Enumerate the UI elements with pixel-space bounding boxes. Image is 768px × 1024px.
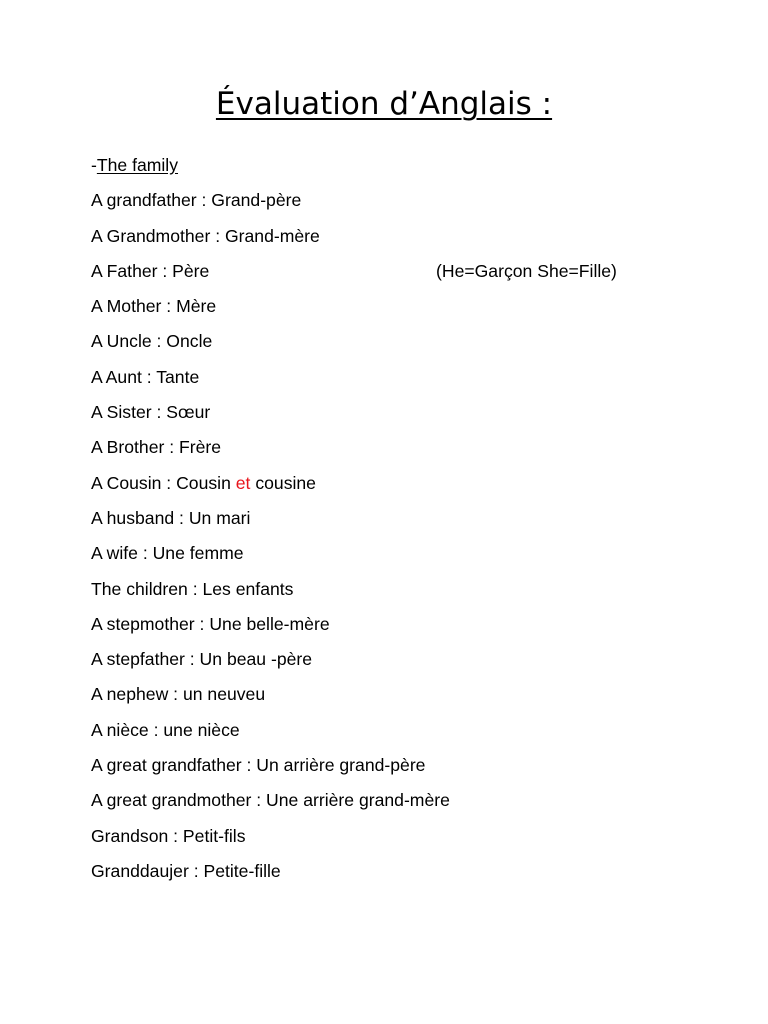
list-item bbox=[91, 541, 711, 576]
entry-text: A Father : Père bbox=[91, 260, 210, 281]
entry-text-before: A Cousin : Cousin bbox=[91, 472, 236, 493]
entry-text: A Sister : Sœur bbox=[91, 402, 211, 423]
entry-text: A Uncle : Oncle bbox=[91, 331, 213, 352]
entry-text: Granddaujer : Petite-fille bbox=[91, 860, 281, 881]
entry-text-after: cousine bbox=[250, 472, 316, 493]
list-item bbox=[91, 471, 711, 506]
entry-text: The children : Les enfants bbox=[91, 578, 294, 599]
list-item bbox=[91, 365, 711, 400]
page-title-text: Évaluation d’Anglais : bbox=[215, 86, 553, 122]
entry-text: A nephew : un neuveu bbox=[91, 684, 266, 705]
entry-text: Grandson : Petit-fils bbox=[91, 825, 246, 846]
entry-text: A great grandmother : Une arrière grand-mère bbox=[91, 790, 450, 811]
list-item bbox=[91, 188, 711, 223]
highlighted-word: et bbox=[235, 472, 251, 493]
list-item bbox=[91, 718, 711, 753]
entry-text: A nièce : une nièce bbox=[91, 719, 240, 740]
vocabulary-list bbox=[91, 153, 711, 894]
list-item bbox=[91, 435, 711, 470]
entry-text: A stepmother : Une belle-mère bbox=[91, 613, 330, 634]
entry-text: A Aunt : Tante bbox=[91, 366, 200, 387]
entry-text: A wife : Une femme bbox=[91, 543, 244, 564]
section-dash: - bbox=[91, 155, 97, 175]
list-item bbox=[91, 824, 711, 859]
section-heading-text: The family bbox=[96, 155, 179, 175]
entry-text: A great grandfather : Un arrière grand-père bbox=[91, 755, 426, 776]
list-item bbox=[91, 577, 711, 612]
entry-text: A Brother : Frère bbox=[91, 437, 222, 458]
entry-text: A Grandmother : Grand-mère bbox=[91, 225, 320, 246]
list-item bbox=[91, 682, 711, 717]
list-item bbox=[91, 753, 711, 788]
gender-note: (He=Garçon She=Fille) bbox=[436, 260, 617, 281]
section-heading bbox=[91, 153, 711, 188]
list-item bbox=[91, 294, 711, 329]
entry-text: A Mother : Mère bbox=[91, 296, 217, 317]
entry-text: A grandfather : Grand-père bbox=[91, 190, 302, 211]
list-item bbox=[91, 612, 711, 647]
entry-text: A stepfather : Un beau -père bbox=[91, 649, 313, 670]
list-item bbox=[91, 647, 711, 682]
list-item bbox=[91, 224, 711, 259]
entry-text: A husband : Un mari bbox=[91, 507, 251, 528]
list-item bbox=[91, 329, 711, 364]
page-title bbox=[0, 84, 768, 124]
list-item bbox=[91, 788, 711, 823]
list-item bbox=[91, 400, 711, 435]
list-item bbox=[91, 859, 711, 894]
list-item bbox=[91, 259, 711, 294]
list-item bbox=[91, 506, 711, 541]
